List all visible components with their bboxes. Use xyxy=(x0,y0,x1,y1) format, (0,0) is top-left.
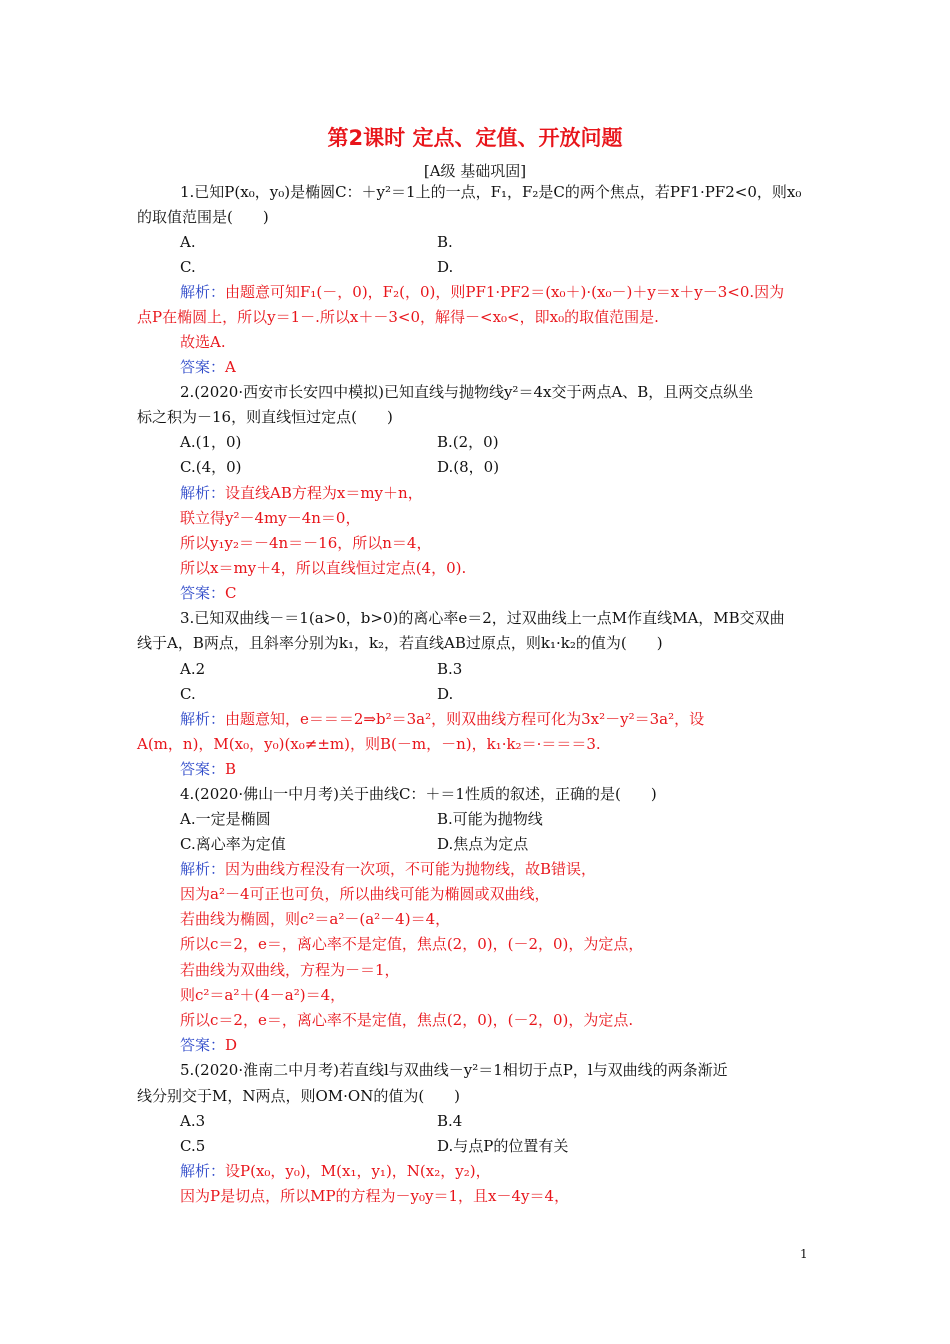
q1-stem-line1: 1.已知P(x₀，y₀)是椭圆C：＋y²＝1上的一点，F₁，F₂是C的两个焦点，若PF1·PF2<0，则x₀ xyxy=(180,183,802,201)
answer-value: A xyxy=(225,358,236,376)
q1-stem-line2: 的取值范围是( ) xyxy=(137,208,269,226)
q3-solution-line1 xyxy=(180,708,704,730)
answer-label: 答案： xyxy=(180,1036,226,1054)
q2-option-b: B.(2，0) xyxy=(437,433,499,451)
q2-option-d: D.(8，0) xyxy=(437,458,500,476)
q1-solution-line3: 故选A. xyxy=(180,333,226,351)
answer-label: 答案： xyxy=(180,358,226,376)
solution-label: 解析： xyxy=(180,1162,226,1180)
q1-option-d: D. xyxy=(437,258,454,276)
solution-text: 由题意可知F₁(－，0)，F₂(，0)，则PF1·PF2＝(x₀＋)·(x₀－)＋y＝x＋y－3<0.因为 xyxy=(225,283,785,301)
answer-label: 答案： xyxy=(180,760,226,778)
q5-solution-line1 xyxy=(180,1160,491,1182)
q2-stem-line1: 2.(2020·西安市长安四中模拟)已知直线与抛物线y²＝4x交于两点A、B，且两交点纵坐 xyxy=(180,383,754,401)
q4-option-b: B.可能为抛物线 xyxy=(437,810,543,828)
solution-text: 由题意知，e＝＝＝2⇒b²＝3a²，则双曲线方程可化为3x²－y²＝3a²，设 xyxy=(225,710,705,728)
q3-answer xyxy=(180,758,236,780)
solution-text: 因为曲线方程没有一次项，不可能为抛物线，故B错误， xyxy=(225,860,597,878)
q1-solution-line1 xyxy=(180,281,784,303)
solution-label: 解析： xyxy=(180,484,226,502)
q4-solution-line7: 所以c＝2，e＝，离心率不是定值，焦点(2，0)，(－2，0)，为定点. xyxy=(180,1011,634,1029)
q2-solution-line2: 联立得y²－4my－4n＝0， xyxy=(180,509,361,527)
q2-solution-line1 xyxy=(180,482,423,504)
q5-option-c: C.5 xyxy=(180,1137,206,1155)
answer-value: B xyxy=(225,760,237,778)
q2-option-a: A.(1，0) xyxy=(180,433,242,451)
q4-option-d: D.焦点为定点 xyxy=(437,835,529,853)
solution-label: 解析： xyxy=(180,283,226,301)
q1-answer xyxy=(180,356,236,378)
q3-stem-line2: 线于A，B两点，且斜率分别为k₁，k₂，若直线AB过原点，则k₁·k₂的值为( ) xyxy=(137,634,663,652)
q4-stem-line1: 4.(2020·佛山一中月考)关于曲线C：＋＝1性质的叙述，正确的是( ) xyxy=(180,785,657,803)
q3-option-c: C. xyxy=(180,685,196,703)
q5-option-d: D.与点P的位置有关 xyxy=(437,1137,569,1155)
q4-solution-line3: 若曲线为椭圆，则c²＝a²－(a²－4)＝4， xyxy=(180,910,451,928)
q4-solution-line2: 因为a²－4可正也可负，所以曲线可能为椭圆或双曲线， xyxy=(180,885,550,903)
q3-option-a: A.2 xyxy=(180,660,206,678)
answer-value: C xyxy=(225,584,237,602)
q4-solution-line5: 若曲线为双曲线，方程为－＝1， xyxy=(180,961,400,979)
q5-option-b: B.4 xyxy=(437,1112,463,1130)
q1-solution-line2: 点P在椭圆上，所以y＝1－.所以x＋－3<0，解得－<x₀<，即x₀的取值范围是. xyxy=(137,308,659,326)
q4-solution-line6: 则c²＝a²＋(4－a²)＝4， xyxy=(180,986,346,1004)
page-title: 第2课时 定点、定值、开放问题 xyxy=(327,126,623,150)
q3-option-d: D. xyxy=(437,685,454,703)
q2-answer xyxy=(180,582,237,604)
solution-label: 解析： xyxy=(180,710,226,728)
solution-text: 设P(x₀，y₀)，M(x₁，y₁)，N(x₂，y₂)， xyxy=(225,1162,491,1180)
answer-label: 答案： xyxy=(180,584,226,602)
q5-stem-line2: 线分别交于M，N两点，则OM·ON的值为( ) xyxy=(137,1087,461,1105)
solution-label: 解析： xyxy=(180,860,226,878)
q4-solution-line1 xyxy=(180,858,596,880)
q1-option-a: A. xyxy=(180,233,196,251)
q5-option-a: A.3 xyxy=(180,1112,206,1130)
section-subtitle: [A级 基础巩固] xyxy=(423,162,527,180)
q2-solution-line3: 所以y₁y₂＝－4n＝－16，所以n＝4， xyxy=(180,534,432,552)
q3-stem-line1: 3.已知双曲线－＝1(a>0，b>0)的离心率e＝2，过双曲线上一点M作直线MA，MB交双曲 xyxy=(180,609,785,627)
q5-stem-line1: 5.(2020·淮南二中月考)若直线l与双曲线－y²＝1相切于点P，l与双曲线的两条渐近 xyxy=(180,1061,728,1079)
q4-answer xyxy=(180,1034,237,1056)
q1-option-c: C. xyxy=(180,258,196,276)
q5-solution-line2: 因为P是切点，所以MP的方程为－y₀y＝1，且x－4y＝4， xyxy=(180,1187,570,1205)
q4-solution-line4: 所以c＝2，e＝，离心率不是定值，焦点(2，0)，(－2，0)，为定点， xyxy=(180,935,644,953)
solution-text: 设直线AB方程为x＝my＋n， xyxy=(225,484,423,502)
q4-option-c: C.离心率为定值 xyxy=(180,835,286,853)
q1-option-b: B. xyxy=(437,233,453,251)
q2-stem-line2: 标之积为－16，则直线恒过定点( ) xyxy=(137,408,393,426)
q3-solution-line2: A(m，n)，M(x₀，y₀)(x₀≠±m)，则B(－m，－n)，k₁·k₂＝·＝＝＝3. xyxy=(137,735,601,753)
q2-option-c: C.(4，0) xyxy=(180,458,242,476)
q3-option-b: B.3 xyxy=(437,660,463,678)
q4-option-a: A.一定是椭圆 xyxy=(180,810,271,828)
page-number: 1 xyxy=(800,1247,808,1261)
q2-solution-line4: 所以x＝my＋4，所以直线恒过定点(4，0). xyxy=(180,559,467,577)
answer-value: D xyxy=(225,1036,238,1054)
